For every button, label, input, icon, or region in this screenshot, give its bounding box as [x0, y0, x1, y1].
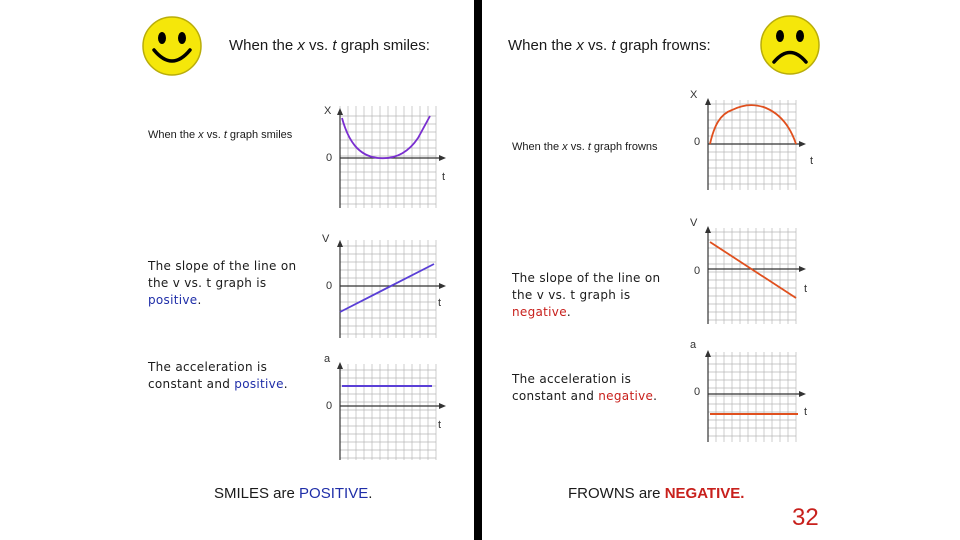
right-velocity-graph [686, 212, 820, 335]
x-axis-label: X [324, 105, 332, 117]
negative-slope-line [710, 242, 796, 298]
a-axis-label: a [690, 339, 697, 351]
left-slope-text: The slope of the line on the v vs. t graph is positive. [148, 259, 297, 307]
v-axis-label: V [322, 233, 330, 245]
center-divider [474, 0, 482, 540]
left-caption: When the x vs. t graph smiles [148, 129, 293, 141]
t-label: t [438, 419, 442, 431]
right-conclusion: FROWNS are NEGATIVE. [568, 485, 745, 502]
zero-label: 0 [326, 280, 333, 292]
frown-curve [710, 105, 796, 144]
right-slope-text: The slope of the line on the v vs. t graph is negative. [512, 271, 661, 319]
t-label: t [442, 171, 446, 183]
right-caption: When the x vs. t graph frowns [512, 141, 658, 153]
v-axis-label: V [690, 217, 698, 229]
frowny-face-icon [758, 13, 822, 82]
grid [340, 106, 436, 208]
zero-label: 0 [694, 386, 701, 398]
a-axis-label: a [324, 353, 331, 365]
grid [708, 352, 796, 442]
t-label: t [804, 406, 808, 418]
left-conclusion: SMILES are POSITIVE. [214, 485, 373, 502]
right-header: When the x vs. t graph frowns: [508, 37, 711, 54]
zero-label: 0 [694, 265, 701, 277]
left-velocity-graph [318, 226, 450, 349]
grid [340, 364, 436, 460]
right-position-graph [686, 86, 820, 201]
zero-label: 0 [326, 400, 333, 412]
grid [340, 240, 436, 338]
smile-curve [342, 116, 430, 158]
page-number: 32 [792, 504, 819, 531]
t-label: t [810, 155, 814, 167]
zero-label: 0 [326, 152, 333, 164]
left-accel-text: The acceleration is constant and positive. [148, 360, 288, 391]
grid [708, 228, 796, 324]
left-header: When the x vs. t graph smiles: [229, 37, 430, 54]
smiley-face-icon [140, 14, 204, 83]
x-axis-label: X [690, 89, 698, 101]
grid [708, 100, 796, 190]
zero-label: 0 [694, 136, 701, 148]
t-label: t [438, 297, 442, 309]
right-acceleration-graph [686, 336, 820, 453]
left-acceleration-graph [318, 350, 450, 471]
right-accel-text: The acceleration is constant and negative. [512, 372, 658, 403]
left-position-graph [318, 98, 450, 221]
t-label: t [804, 283, 808, 295]
